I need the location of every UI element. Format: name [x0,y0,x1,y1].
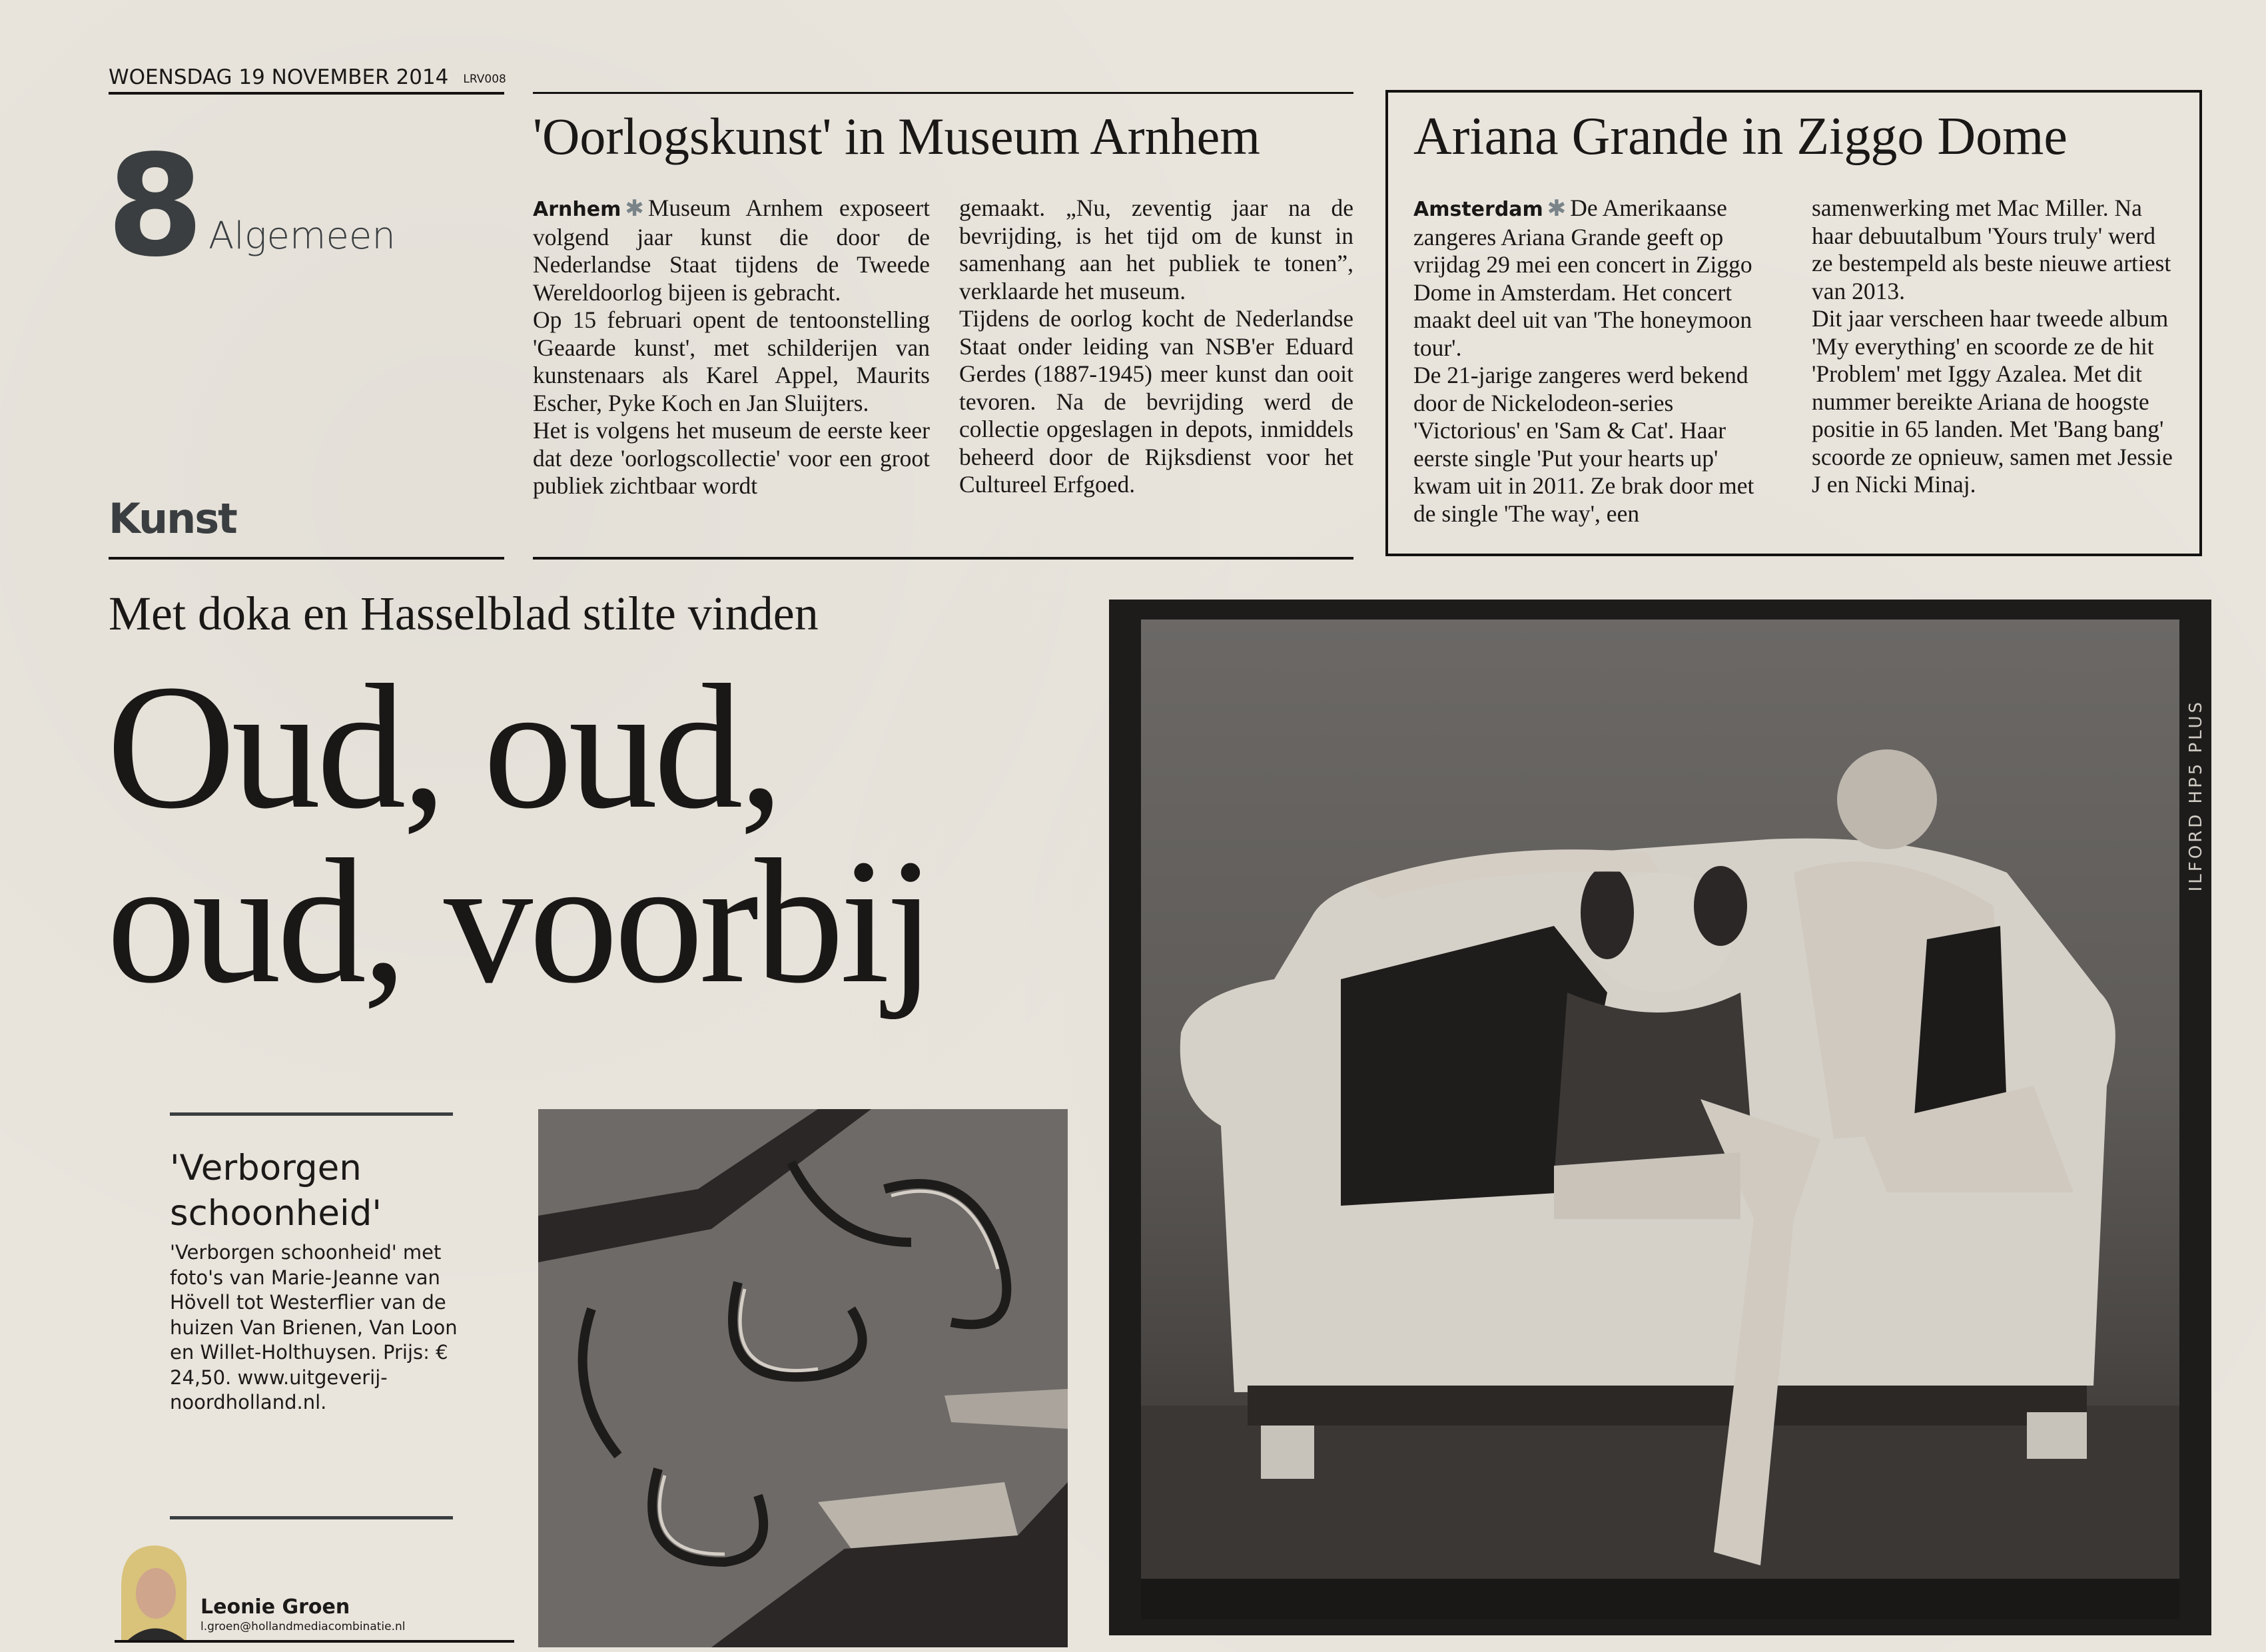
paragraph: De Amerikaanse zangeres Ariana Grande geeft op vrijdag 29 mei een concert in Ziggo Dome in Amsterdam. Het concert maakt deel uit van 'The honeymoon tour'. [1413,195,1752,361]
article-title-ariana: Ariana Grande in Ziggo Dome [1413,107,2068,166]
article-column-1 [533,195,930,500]
headline-line: Oud, oud, [107,647,780,845]
section-name: Algemeen [208,214,396,258]
armchair-scene-illustration [1141,620,2179,1619]
photo-content [1141,620,2179,1619]
article-dateline: Amsterdam [1413,198,1543,221]
asterisk-icon: ✱ [625,195,644,222]
ariana-column-2 [1812,195,2175,499]
paragraph: samenwerking met Mac Miller. Na haar debuutalbum 'Yours truly' werd ze bestempeld als beste nieuwe artiest van 2013. [1812,195,2171,304]
paragraph: De 21-jarige zangeres werd bekend door de Nickelodeon-series 'Victorious' en 'Sam & Cat'. Haar eerste single 'Put your hearts up' kwam uit in 2011. Ze brak door met de single 'The way', een [1413,362,1754,527]
issue-date: WOENSDAG 19 NOVEMBER 2014 [109,65,449,89]
sidebar-top-rule [170,1112,453,1116]
photo-ornate-staircase [538,1109,1068,1647]
page-number: 8 [107,125,198,288]
author-portrait-icon [115,1540,191,1640]
ariana-column-1 [1413,195,1780,528]
photo-credit: ILFORD HP5 PLUS [2186,699,2206,892]
author-email: l.groen@hollandmediacombinatie.nl [200,1620,406,1633]
article-top-rule [533,92,1353,94]
staircase-illustration [538,1109,1068,1647]
paragraph: Museum Arnhem exposeert volgend jaar kunst die door de Nederlandse Staat tijdens de Tweede Wereldoorlog bijeen is gebracht. [533,195,930,306]
asterisk-icon: ✱ [1547,195,1567,222]
subsection-rule [109,557,504,560]
byline-rule [115,1640,514,1643]
headline-line: oud, voorbij [107,822,932,1020]
sidebar-bottom-rule [170,1516,453,1519]
paragraph: gemaakt. „Nu, zeventig jaar na de bevrijding, is het tijd om de kunst in samenhang aan het publiek te tonen”, verklaarde het museum. [959,195,1353,304]
sidebar-title: 'Verborgen schoonheid' [170,1148,382,1234]
header-rule [109,92,504,95]
dateline [109,65,506,89]
photo-man-with-dog-on-armchair [1109,600,2211,1635]
author-name: Leonie Groen [200,1595,350,1619]
page-code: LRV008 [463,73,506,86]
paragraph: Tijdens de oorlog kocht de Nederlandse Staat onder leiding van NSB'er Eduard Gerdes (1887-1945) meer kunst dan ooit tevoren. Na de bevrijding werd de collectie opgeslagen in depots, inmiddels beheerd door de Rijksdienst voor het Cultureel Erfgoed. [959,305,1353,498]
paragraph: Het is volgens het museum de eerste keer dat deze 'oorlogscollectie' voor een groot publiek zichtbaar wordt [533,417,930,499]
article-dateline: Arnhem [533,198,621,221]
author-avatar [115,1540,191,1640]
feature-headline [107,647,932,1020]
article-bottom-rule [533,557,1353,560]
sidebar-body: 'Verborgen schoonheid' met foto's van Marie-Jeanne van Hövell tot Westerflier van de huizen Van Brienen, Van Loon en Willet-Holthuysen. Prijs: € 24,50. www.uitgeverij-noordholland.nl. [170,1241,458,1414]
paragraph: Dit jaar verscheen haar tweede album 'My everything' en scoorde ze de hit 'Problem' met Iggy Azalea. Met dit nummer bereikte Ariana de hoogste positie in 65 landen. Met 'Bang bang' scoorde ze opnieuw, samen met Jessie J en Nicki Minaj. [1812,305,2173,498]
feature-kicker: Met doka en Hasselblad stilte vinden [109,587,819,640]
article-column-2 [959,195,1353,499]
paragraph: Op 15 februari opent de tentoonstelling 'Geaarde kunst', met schilderijen van kunstenaars als Karel Appel, Maurits Escher, Pyke Koch en Jan Sluijters. [533,306,930,416]
article-title-oorlogskunst: 'Oorlogskunst' in Museum Arnhem [533,107,1260,165]
subsection-label: Kunst [109,494,236,543]
